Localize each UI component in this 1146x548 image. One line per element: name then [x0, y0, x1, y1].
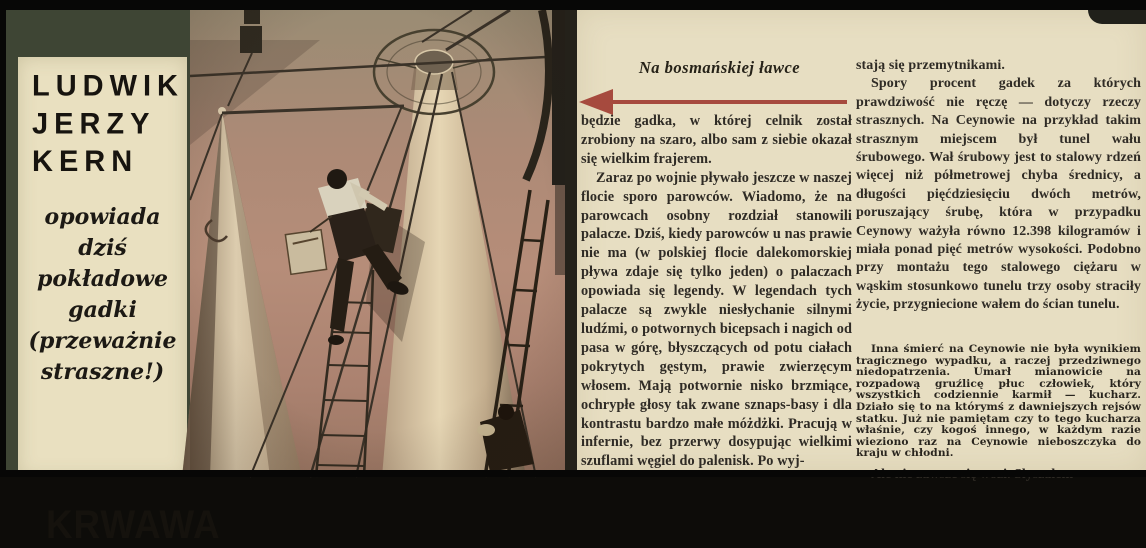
subtitle-line: gadki [68, 297, 137, 323]
bottom-headline-cropped: KRWAWA [46, 503, 221, 547]
page-corner-shadow [1088, 9, 1146, 24]
subtitle-script [18, 202, 187, 388]
author-panel [18, 57, 221, 547]
photo-right-border [565, 0, 577, 477]
left-title-block [0, 0, 221, 547]
subtitle-line: straszne!) [40, 359, 165, 385]
paragraph: będzie gadka, w której celnik został zrobiony na szaro, albo sam z siebie okazał się wielkim frajerem. [581, 113, 852, 167]
left-frame-strip [0, 0, 6, 477]
top-frame-strip [0, 0, 1146, 10]
article-page [577, 9, 1146, 470]
author-line: KERN [32, 145, 139, 179]
paragraph-small: Inna śmierć na Ceynowie nie była wynikiem tragicznego wypadku, a raczej przedziwnego niedopatrzenia. Umarł mianowicie na rozpadową gruźlicę płuc człowiek, który wszystkich codziennie karmił — kucharz. Działo się to na którymś z dawniejszych rejsów statku. Już nie pamiętam czy to tego kucharza właśnie, czy kogoś innego, w każdym razie wieziono raz na Ceynowie nieboszczyka do kraju w chłodni. [856, 343, 1141, 460]
deck-photo-illustration [190, 10, 565, 477]
paragraph: Spory procent gadek za których prawdziwość nie ręczę — dotyczy rzeczy strasznych. Na Ceynowie na przykład takim strasznym miejscem był tunel wału śrubowego. Wał śrubowy jest to stalowy rdzeń więcej niż półmetrowej chyba średnicy, a długości pięćdziesięciu dwóch metrów, poruszający śrubę, która w przypadku Ceynowy ważyła równo 12.398 kilogramów i miała ponad pięć metrów wysokości. Podobno przy montażu tego stalowego ciężaru w wąskim stosunkowo tunelu trzy osoby straciły życie, przygniecione wałem do ścian tunelu. [856, 76, 1141, 313]
subtitle-line: opowiada [44, 204, 161, 230]
bottom-frame-strip [0, 470, 1146, 477]
section-caption: Na bosmańskiej ławce [638, 58, 801, 77]
subtitle-line: pokładowe [36, 266, 168, 292]
author-name [18, 56, 187, 181]
author-line: JERZY [32, 107, 156, 141]
paragraph: Zaraz po wojnie pływało jeszcze w naszej flocie sporo parowców. Wiadomo, że na parowcach osobny rozdział stanowili palacze. Dziś, kiedy parowców u nas prawie nie ma (w polskiej flocie dalekomorskiej pływa zdaje się tylko jeden) o palaczach opowiada się legendy. W legendach tych palacze są zwykle niesłychanie silnymi ludźmi, o potwornych bicepsach i nagich od pasa w górę, błyszczących od potu ciałach pokrytych gęstym, prawie zwierzęcym włosem. Mają potwornie nisko brzmiące, ochrypłe głosy tak zwane sznaps-basy i dla kontrastu bardzo małe móżdżki. Pracują w infernie, bez przerwy dosypując wielkimi szuflami węgiel do palenisk. Po wyj- [581, 169, 852, 470]
column-right-main [856, 57, 1141, 344]
subtitle-line: (przeważnie [28, 328, 177, 354]
author-line: LUDWIK [32, 70, 184, 103]
column-middle [581, 112, 852, 470]
paragraph: stają się przemytnikami. [856, 58, 1005, 73]
deck-photo [190, 10, 565, 477]
vignette [190, 10, 565, 477]
subtitle-line: dziś [78, 235, 127, 261]
column-right-smallprint [856, 344, 1141, 466]
